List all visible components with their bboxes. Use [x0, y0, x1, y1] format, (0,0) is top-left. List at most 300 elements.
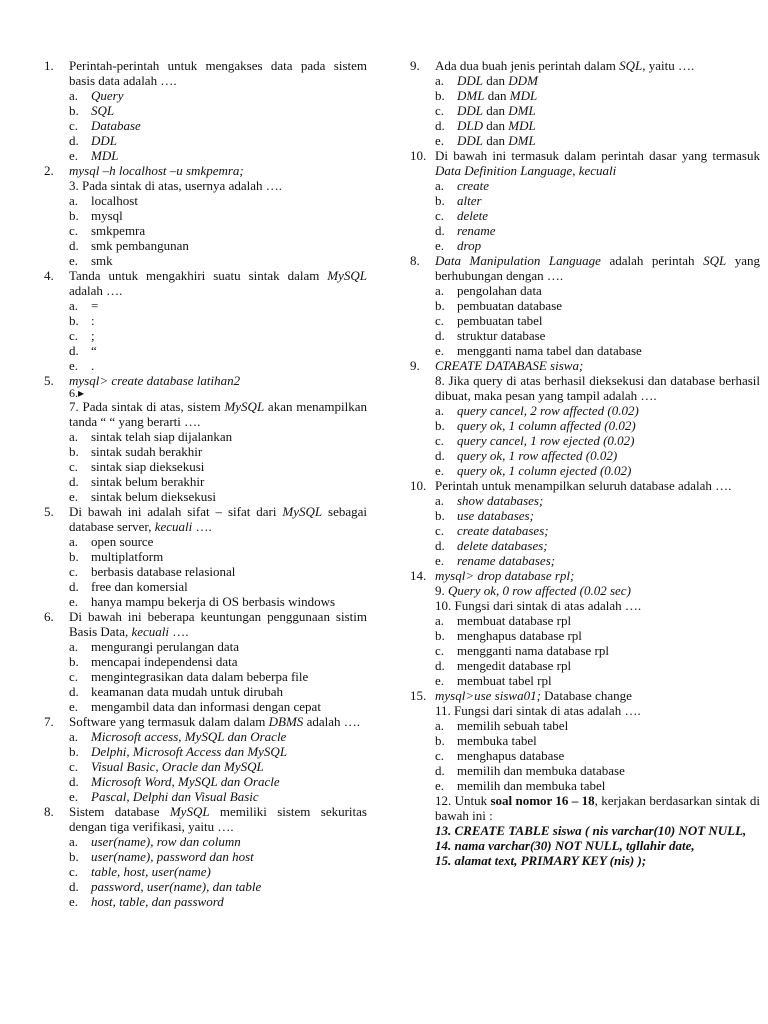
choice-text-part: password, user(name), dan table [91, 879, 262, 894]
choice-text [457, 628, 760, 643]
question-number: 5. [44, 373, 64, 388]
choice-text-part: membuka tabel [457, 733, 537, 748]
answer-choice [44, 118, 367, 133]
choice-text-part: rename databases; [457, 553, 556, 568]
question-number: 11. [435, 703, 455, 718]
choice-letter: b. [69, 549, 79, 564]
choice-letter: b. [69, 103, 79, 118]
choice-text [91, 489, 367, 504]
choice-text [91, 148, 367, 163]
choice-text [91, 88, 367, 103]
choice-text [91, 343, 367, 358]
arrow-marker [44, 388, 367, 399]
sql-code-line: 13. CREATE TABLE siswa ( nis varchar(10) NOT NULL, [435, 823, 747, 838]
choice-letter: d. [435, 328, 445, 343]
choice-text-part: memilih dan membuka tabel [457, 778, 606, 793]
choice-text [457, 178, 760, 193]
question-text-part: CREATE DATABASE siswa; [435, 358, 584, 373]
question-text-italic: kecuali [154, 519, 193, 534]
choice-text [457, 298, 760, 313]
answer-choice [44, 744, 367, 759]
choice-letter: d. [69, 579, 79, 594]
question-text-italic: SQL [619, 58, 643, 73]
choice-letter: a. [69, 298, 79, 313]
answer-choice [44, 774, 367, 789]
question-text-part: mysql> drop database rpl; [435, 568, 575, 583]
choice-letter: d. [435, 448, 445, 463]
choice-term: DML [508, 103, 536, 118]
answer-choice [410, 718, 760, 733]
choice-text-part: mengganti nama database rpl [457, 643, 609, 658]
choice-text [457, 733, 760, 748]
question-text [69, 714, 367, 729]
question [410, 253, 760, 283]
answer-choice [410, 493, 760, 508]
question-text-part: Perintah-perintah untuk mengakses data pada sistem basis data adalah …. [69, 58, 367, 88]
choice-text [91, 564, 367, 579]
choice-text [457, 313, 760, 328]
choice-text [457, 658, 760, 673]
choice-text-part: sintak telah siap dijalankan [91, 429, 233, 444]
choice-text-part: use databases; [457, 508, 534, 523]
question-text [435, 58, 760, 73]
question-number: 2. [44, 163, 64, 178]
choice-letter: a. [69, 429, 79, 444]
choice-text-part: smk pembangunan [91, 238, 189, 253]
choice-letter: d. [435, 763, 445, 778]
choice-letter: b. [435, 193, 445, 208]
question [44, 163, 367, 178]
choice-letter: c. [69, 118, 79, 133]
answer-choice [44, 429, 367, 444]
choice-text [91, 744, 367, 759]
choice-letter: e. [69, 894, 79, 909]
question-text-part: Di bawah ini beberapa keuntungan penggunaan sistim Basis Data, [69, 609, 367, 639]
question-text-italic: MySQL [169, 804, 210, 819]
choice-text [91, 459, 367, 474]
choice-letter: b. [435, 418, 445, 433]
choice-text [91, 474, 367, 489]
choice-text-part: berbasis database relasional [91, 564, 236, 579]
choice-letter: b. [435, 88, 445, 103]
question-text-part: Di bawah ini adalah sifat – sifat dari [69, 504, 283, 519]
answer-choice [410, 118, 760, 133]
question-text-part: Di bawah ini termasuk dalam perintah dasar yang termasuk [435, 148, 760, 163]
answer-choice [44, 729, 367, 744]
answer-choice [410, 613, 760, 628]
question-number: 8. [44, 804, 64, 819]
answer-choice [410, 133, 760, 148]
choice-letter: c. [69, 759, 79, 774]
sub-question [410, 793, 760, 823]
question-text [69, 609, 367, 639]
choice-text [91, 238, 367, 253]
choice-text-part: mysql [91, 208, 123, 223]
question [410, 568, 760, 583]
choice-text-part: Delphi, Microsoft Access dan MySQL [91, 744, 288, 759]
choice-letter: a. [435, 613, 445, 628]
choice-text [91, 849, 367, 864]
choice-letter: a. [435, 493, 445, 508]
choice-text [457, 763, 760, 778]
choice-letter: c. [435, 433, 445, 448]
choice-text-part: mengedit database rpl [457, 658, 572, 673]
choice-letter: c. [435, 523, 445, 538]
choice-letter: a. [69, 88, 79, 103]
choice-text [91, 193, 367, 208]
choice-term: DML [457, 88, 485, 103]
choice-letter: e. [69, 594, 79, 609]
question-number: 5. [44, 504, 64, 519]
choice-text-part: show databases; [457, 493, 544, 508]
choice-text-part: sintak sudah berakhir [91, 444, 203, 459]
choice-text [91, 864, 367, 879]
answer-choice [410, 673, 760, 688]
question-text [69, 373, 367, 388]
choice-conjunction: dan [483, 103, 509, 118]
question [410, 478, 760, 493]
choice-text-part: Pascal, Delphi dan Visual Basic [91, 789, 259, 804]
answer-choice [410, 658, 760, 673]
question-text-italic: SQL [703, 253, 727, 268]
question-text-part: yang berhubungan dengan …. [435, 253, 761, 283]
choice-letter: e. [435, 133, 445, 148]
choice-text-part: mencapai independensi data [91, 654, 238, 669]
question-text-part: mysql –h localhost –u smkpemra; [69, 163, 244, 178]
answer-choice [44, 759, 367, 774]
choice-text-part: sintak siap dieksekusi [91, 459, 205, 474]
question [410, 58, 760, 73]
sub-question [410, 703, 760, 718]
choice-text-part: pengolahan data [457, 283, 542, 298]
choice-text [457, 553, 760, 568]
answer-choice [410, 223, 760, 238]
choice-term: DDL [457, 133, 484, 148]
question-number: 12. [435, 793, 455, 808]
answer-choice [410, 298, 760, 313]
choice-text [457, 73, 760, 88]
choice-text-part: = [91, 298, 99, 313]
choice-letter: a. [435, 283, 445, 298]
choice-text-part: smk [91, 253, 113, 268]
question-text-part: Fungsi dari sintak di atas adalah …. [454, 598, 642, 613]
question-text-part: Tanda untuk mengakhiri suatu sintak dalam [69, 268, 328, 283]
question [44, 504, 367, 534]
choice-letter: c. [435, 313, 445, 328]
question [44, 714, 367, 729]
choice-letter: e. [435, 673, 445, 688]
choice-text [91, 579, 367, 594]
question-text-part: Ada dua buah jenis perintah dalam [435, 58, 620, 73]
answer-choice [410, 448, 760, 463]
choice-text-part: “ [91, 343, 97, 358]
choice-text [457, 523, 760, 538]
answer-choice [410, 193, 760, 208]
question-text [69, 804, 367, 834]
choice-text-part: memilih dan membuka database [457, 763, 625, 778]
question [44, 609, 367, 639]
choice-text-part: . [91, 358, 95, 373]
choice-conjunction: dan [483, 73, 509, 88]
question-text [435, 688, 760, 703]
answer-choice [410, 208, 760, 223]
choice-text [457, 538, 760, 553]
question-number: 9. [410, 58, 430, 73]
question-text [435, 148, 760, 178]
choice-text [91, 834, 367, 849]
arrow-icon: ▸ [78, 386, 85, 400]
choice-text [91, 328, 367, 343]
question-text-part: …. [169, 624, 189, 639]
choice-text-part: create databases; [457, 523, 549, 538]
choice-text [457, 448, 760, 463]
answer-choice [44, 864, 367, 879]
question-text-italic: MySQL [282, 504, 323, 519]
choice-text [91, 429, 367, 444]
answer-choice [410, 643, 760, 658]
choice-text [91, 774, 367, 789]
answer-choice [410, 508, 760, 523]
choice-letter: e. [435, 553, 445, 568]
choice-letter: a. [435, 718, 445, 733]
choice-letter: a. [69, 193, 79, 208]
sub-question [410, 583, 760, 598]
question-text [435, 358, 760, 373]
question-text-part: Database change [540, 688, 632, 703]
question-number: 6. [69, 386, 78, 400]
choice-text [91, 729, 367, 744]
choice-letter: d. [69, 684, 79, 699]
question-text-part: Fungsi dari sintak di atas adalah …. [454, 703, 641, 718]
choice-letter: d. [69, 774, 79, 789]
choice-text [457, 208, 760, 223]
choice-text [457, 118, 760, 133]
question-text-italic: DBMS [268, 714, 304, 729]
choice-text-part: query cancel, 1 row ejected (0.02) [457, 433, 635, 448]
question-text-italic: kecuali [131, 624, 170, 639]
choice-letter: a. [69, 834, 79, 849]
choice-letter: b. [435, 298, 445, 313]
choice-letter: d. [69, 879, 79, 894]
choice-text [457, 433, 760, 448]
choice-text-part: smkpemra [91, 223, 146, 238]
choice-text-part: memilih sebuah tabel [457, 718, 569, 733]
answer-choice [44, 133, 367, 148]
choice-letter: c. [69, 564, 79, 579]
choice-letter: b. [435, 628, 445, 643]
sub-question [410, 373, 760, 403]
choice-text [457, 328, 760, 343]
choice-text-part: delete [457, 208, 489, 223]
answer-choice [44, 298, 367, 313]
question-number: 7. [44, 714, 64, 729]
choice-text [91, 669, 367, 684]
choice-text [457, 283, 760, 298]
question-text-italic: Data Manipulation Language [435, 253, 601, 268]
question-text-part: Sistem database [69, 804, 170, 819]
choice-text [457, 463, 760, 478]
answer-choice [44, 223, 367, 238]
question-text-part: akan menampilkan tanda “ “ yang berarti …. [69, 399, 367, 429]
choice-letter: c. [435, 643, 445, 658]
choice-letter: b. [69, 654, 79, 669]
choice-text [91, 298, 367, 313]
question-text [435, 478, 760, 493]
choice-conjunction: dan [483, 118, 509, 133]
choice-text-part: Microsoft access, MySQL dan Oracle [91, 729, 287, 744]
choice-text [457, 418, 760, 433]
choice-text-part: table, host, user(name) [91, 864, 211, 879]
question-number: 9. [410, 358, 430, 373]
question-text [435, 568, 760, 583]
choice-letter: e. [69, 148, 79, 163]
choice-text [91, 759, 367, 774]
answer-choice [44, 489, 367, 504]
sql-code-line: 14. nama varchar(30) NOT NULL, tgllahir date, [435, 838, 695, 853]
choice-text [457, 778, 760, 793]
choice-text-part: alter [457, 193, 482, 208]
choice-text [91, 208, 367, 223]
question-number: 15. [410, 688, 436, 703]
answer-choice [44, 594, 367, 609]
choice-text [457, 508, 760, 523]
choice-letter: e. [69, 253, 79, 268]
answer-choice [44, 358, 367, 373]
choice-text-part: user(name), row dan column [91, 834, 241, 849]
choice-text-part: user(name), password dan host [91, 849, 254, 864]
choice-text-part: : [91, 313, 95, 328]
answer-choice [44, 639, 367, 654]
choice-text-part: menghapus database rpl [457, 628, 582, 643]
choice-letter: b. [435, 733, 445, 748]
choice-text [457, 193, 760, 208]
choice-letter: b. [69, 444, 79, 459]
answer-choice [410, 763, 760, 778]
question-number: 7. [69, 399, 83, 414]
question-text-part: Perintah untuk menampilkan seluruh database adalah …. [435, 478, 732, 493]
question-text [69, 268, 367, 298]
question-text-part: Untuk [454, 793, 491, 808]
question-number: 6. [44, 609, 64, 624]
choice-text [91, 118, 367, 133]
answer-choice [410, 73, 760, 88]
choice-text [91, 894, 367, 909]
answer-choice [44, 328, 367, 343]
question-text-italic: mysql>use siswa01; [435, 688, 541, 703]
choice-text-part: Query [91, 88, 124, 103]
answer-choice [410, 463, 760, 478]
choice-text-part: open source [91, 534, 154, 549]
answer-choice [410, 418, 760, 433]
choice-text-part: DDL [91, 133, 118, 148]
choice-text [91, 879, 367, 894]
sub-question [410, 598, 760, 613]
choice-letter: b. [69, 849, 79, 864]
choice-text-part: mengurangi perulangan data [91, 639, 239, 654]
choice-text-part: sintak belum berakhir [91, 474, 205, 489]
choice-letter: c. [69, 669, 79, 684]
choice-letter: a. [435, 73, 445, 88]
choice-text-part: delete databases; [457, 538, 548, 553]
question [410, 358, 760, 373]
choice-text [91, 684, 367, 699]
choice-term: DML [508, 133, 536, 148]
question [410, 148, 760, 178]
choice-letter: e. [435, 343, 445, 358]
question-text-part: Pada sintak di atas, usernya adalah …. [82, 178, 282, 193]
choice-letter: e. [69, 789, 79, 804]
answer-choice [44, 894, 367, 909]
choice-text-part: Database [91, 118, 141, 133]
choice-text [457, 748, 760, 763]
question-text-part: Software yang termasuk dalam dalam [69, 714, 269, 729]
answer-choice [410, 433, 760, 448]
answer-choice [44, 684, 367, 699]
question-text-part: memiliki sistem sekuritas dengan tiga verifikasi, yaitu …. [69, 804, 367, 834]
question-number: 8. [435, 373, 449, 388]
choice-text-part: Microsoft Word, MySQL dan Oracle [91, 774, 280, 789]
answer-choice [44, 459, 367, 474]
choice-text-part: mengintegrasikan data dalam beberpa file [91, 669, 309, 684]
choice-text-part: mengambil data dan informasi dengan cepat [91, 699, 321, 714]
question-text-italic: MySQL [224, 399, 265, 414]
choice-term: DDM [508, 73, 538, 88]
answer-choice [44, 534, 367, 549]
answer-choice [410, 553, 760, 568]
question-text-part: , yaitu …. [642, 58, 695, 73]
answer-choice [410, 733, 760, 748]
question-text [435, 253, 760, 283]
choice-text [457, 718, 760, 733]
answer-choice [410, 178, 760, 193]
answer-choice [410, 403, 760, 418]
choice-letter: d. [69, 474, 79, 489]
question-number: 10. [435, 598, 455, 613]
choice-text-part: SQL [91, 103, 115, 118]
question-text-bold: soal nomor 16 – 18 [490, 793, 595, 808]
choice-text-part: ; [91, 328, 95, 343]
answer-choice [410, 343, 760, 358]
choice-text [91, 549, 367, 564]
answer-choice [410, 538, 760, 553]
choice-text-part: rename [457, 223, 496, 238]
sub-question [44, 178, 367, 193]
choice-text-part: menghapus database [457, 748, 565, 763]
answer-choice [44, 253, 367, 268]
question-text-part: adalah …. [69, 283, 123, 298]
choice-conjunction: dan [484, 88, 510, 103]
choice-letter: c. [69, 864, 79, 879]
choice-text [457, 238, 760, 253]
answer-choice [44, 564, 367, 579]
answer-choice [410, 778, 760, 793]
choice-letter: e. [69, 358, 79, 373]
choice-text-part: host, table, dan password [91, 894, 224, 909]
choice-text-part: create [457, 178, 489, 193]
choice-text-part: multiplatform [91, 549, 164, 564]
choice-letter: d. [435, 223, 445, 238]
choice-text [91, 654, 367, 669]
choice-letter: a. [435, 403, 445, 418]
question-number: 9. [435, 583, 448, 598]
answer-choice [44, 789, 367, 804]
choice-term: DDL [457, 73, 484, 88]
answer-choice [44, 834, 367, 849]
question-number: 4. [44, 268, 64, 283]
choice-text [91, 103, 367, 118]
choice-text [91, 358, 367, 373]
answer-choice [44, 193, 367, 208]
